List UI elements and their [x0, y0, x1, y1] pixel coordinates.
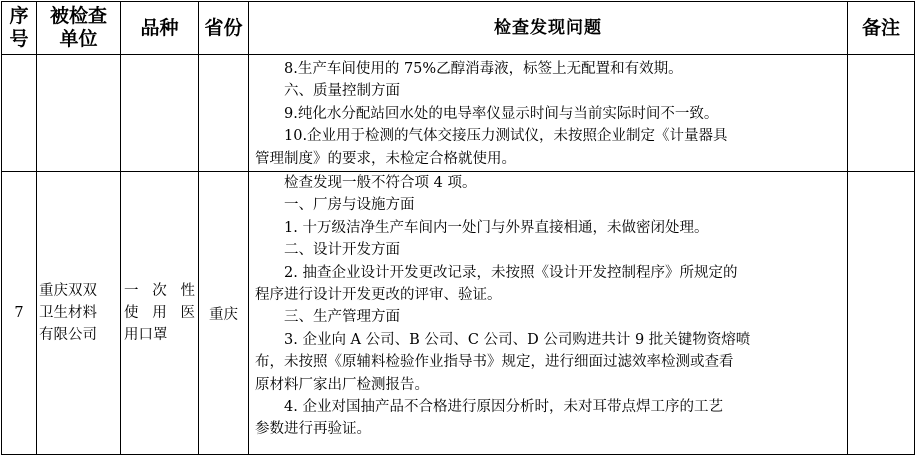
header-product: 品种 [121, 2, 199, 55]
problem-line: 参数进行再验证。 [255, 421, 371, 438]
inspection-table [1, 1, 915, 455]
problem-line: 二、设计开发方面 [284, 242, 400, 259]
problem-line: 4. 企业对国抽产品不合格进行原因分析时，未对耳带点焊工序的工艺 [284, 399, 723, 416]
table-row [2, 55, 915, 172]
problem-line: 1. 十万级洁净生产车间内一处门与外界直接相通，未做密闭处理。 [284, 219, 709, 236]
product-cell: 一 次 性 使 用 医 用口罩 [121, 172, 199, 455]
problem-line: 六、质量控制方面 [284, 83, 400, 100]
problem-line: 布，未按照《原辅料检验作业指导书》规定，进行细面过滤效率检测或查看 [255, 354, 734, 371]
company-cell: 重庆双双 卫生材料 有限公司 [37, 172, 121, 455]
remarks-cell [848, 172, 915, 455]
table-row [2, 172, 915, 455]
problems-cell [249, 172, 848, 455]
company-cell [37, 55, 121, 172]
remarks-cell [848, 55, 915, 172]
header-problems: 检查发现问题 [249, 2, 848, 55]
problem-line: 程序进行设计开发更改的评审、验证。 [255, 287, 502, 304]
problem-line: 9.纯化水分配站回水处的电导率仪显示时间与当前实际时间不一致。 [284, 105, 719, 122]
problem-line: 一、厂房与设施方面 [284, 197, 415, 214]
province-cell [199, 55, 249, 172]
problem-line: 原材料厂家出厂检测报告。 [255, 376, 429, 393]
header-remarks: 备注 [848, 2, 915, 55]
index-cell [2, 55, 37, 172]
problem-line: 三、生产管理方面 [284, 309, 400, 326]
problem-line: 检查发现一般不符合项 4 项。 [284, 175, 477, 191]
problem-line: 10.企业用于检测的气体交接压力测试仪，未按照企业制定《计量器具 [284, 128, 728, 145]
problem-line: 8.生产车间使用的 75%乙醇消毒液，标签上无配置和有效期。 [284, 61, 683, 77]
header-index: 序 号 [2, 2, 37, 55]
header-company: 被检查 单位 [37, 2, 121, 55]
header-row [2, 2, 915, 55]
product-cell [121, 55, 199, 172]
problem-line: 管理制度》的要求，未检定合格就使用。 [255, 150, 516, 167]
problem-line: 2. 抽查企业设计开发更改记录，未按照《设计开发控制程序》所规定的 [284, 264, 738, 281]
problem-line: 3. 企业向 A 公司、B 公司、C 公司、D 公司购进共计 9 批关键物资熔喷 [284, 331, 751, 348]
index-cell: 7 [2, 172, 37, 455]
header-province: 省份 [199, 2, 249, 55]
province-cell: 重庆 [199, 172, 249, 455]
problems-cell [249, 55, 848, 172]
